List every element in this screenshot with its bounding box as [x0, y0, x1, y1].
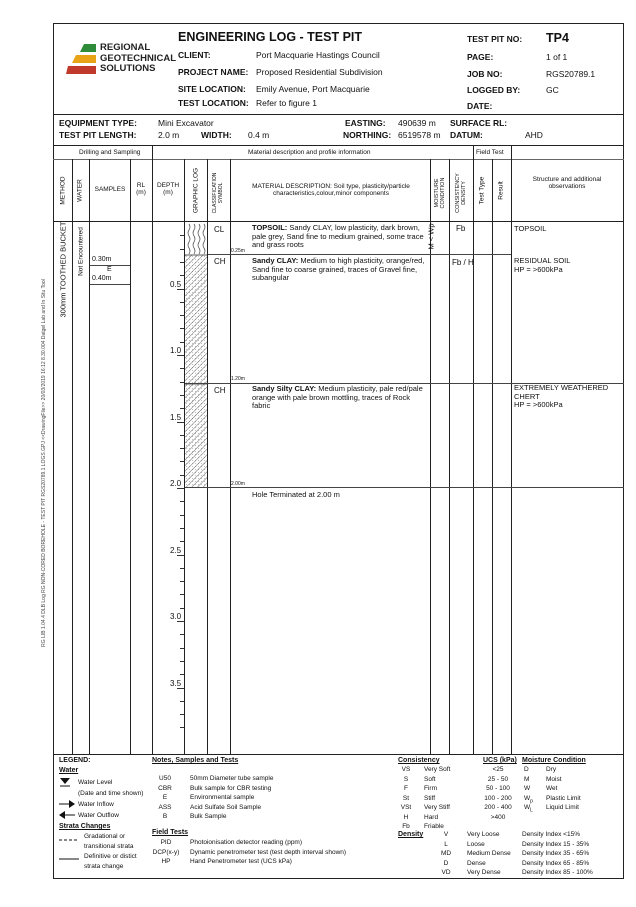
legend-code: CBR [158, 784, 172, 792]
legend-code: HP [161, 858, 171, 865]
density-code: D [443, 859, 449, 867]
datum-value: AHD [525, 130, 543, 140]
cons-desc: Friable [424, 823, 444, 830]
cons-code: F [404, 785, 408, 792]
depth-tick [180, 701, 184, 702]
depth-label: 2.5 [170, 546, 182, 555]
density-code: V [443, 831, 449, 838]
cons-desc: Firm [424, 785, 437, 792]
depth-tick [177, 621, 184, 622]
depth-tick [177, 289, 184, 290]
density-desc: Very Dense [467, 869, 501, 876]
density-desc: Loose [467, 840, 485, 848]
depth-tick [180, 674, 184, 675]
legend-code: DCP(x-y) [152, 848, 180, 856]
cons-desc: Very Stiff [424, 804, 450, 811]
depth-tick [180, 408, 184, 409]
depth-label: 3.0 [170, 612, 182, 621]
density-index: Density Index <15% [522, 831, 580, 838]
depth-label: 1.0 [170, 346, 182, 355]
cons-code: S [403, 775, 409, 783]
moisture-value: M < Wp [426, 223, 436, 250]
legend-code: U50 [159, 775, 171, 782]
mc-desc: Wet [546, 785, 558, 792]
method-header: METHOD [59, 176, 67, 205]
layer-3-symbol: CH [214, 386, 226, 395]
layer-2-structure: RESIDUAL SOIL HP = >600kPa [514, 256, 571, 274]
mc-desc: Moist [546, 775, 562, 783]
depth-tick [177, 688, 184, 689]
layer-1-structure: TOPSOIL [514, 224, 547, 233]
density-code: MD [440, 850, 452, 857]
depth-tick [177, 488, 184, 489]
depth-tick [180, 541, 184, 542]
layer-1-desc: TOPSOIL: Sandy CLAY, low plasticity, dark brown, pale grey, Sand fine to medium grained, some trace and grass roots [252, 223, 424, 250]
density-desc: Very Loose [467, 831, 500, 838]
definitive-line-icon [59, 857, 79, 861]
cons-desc: Hard [424, 813, 439, 821]
cons-ucs: <25 [492, 766, 504, 773]
depth-tick [180, 528, 184, 529]
depth-tick [180, 634, 184, 635]
depth-tick [180, 315, 184, 316]
depth-tick [180, 328, 184, 329]
depth-label: 1.5 [170, 413, 182, 422]
page-title: ENGINEERING LOG - TEST PIT [178, 30, 363, 44]
legend-code: B [162, 813, 168, 820]
width-value: 0.4 m [248, 130, 270, 140]
cons-code: VSt [400, 804, 412, 811]
mc-desc: Dry [546, 766, 557, 773]
northing-value: 6519578 m [398, 130, 441, 140]
gradational-line-icon [59, 838, 79, 842]
client-value: Port Macquarie Hastings Council [256, 50, 380, 60]
mc-code: W [524, 785, 531, 792]
mc-code: D [524, 766, 529, 773]
test-pit-number: TP4 [546, 31, 569, 45]
depth-tick [180, 435, 184, 436]
cons-desc: Soft [424, 775, 436, 783]
cons-code: H [403, 813, 409, 821]
density-index: Density Index 85 - 100% [522, 869, 593, 876]
density-index: Density Index 35 - 65% [522, 850, 590, 857]
depth-tick [180, 262, 184, 263]
density-desc: Medium Dense [467, 850, 511, 857]
legend-title: LEGEND: [59, 757, 91, 764]
test-location-value: Refer to figure 1 [256, 98, 317, 108]
layer-3-desc: Sandy Silty CLAY: Medium plasticity, pale red/pale orange with pale brown mottling, traces of Rock fabric [252, 384, 423, 411]
depth-tick [180, 235, 184, 236]
depth-tick [180, 302, 184, 303]
company-logo: REGIONAL GEOTECHNICAL SOLUTIONS [66, 42, 176, 78]
depth-tick [180, 581, 184, 582]
easting-value: 490639 m [398, 118, 436, 128]
depth-tick [180, 648, 184, 649]
layer-3-structure: EXTREMELY WEATHERED CHERT HP = >600kPa [514, 383, 609, 410]
depth-tick [180, 368, 184, 369]
density-code: L [444, 840, 448, 848]
depth-tick [180, 594, 184, 595]
legend-desc: Bulk sample for CBR testing [190, 784, 272, 792]
depth-tick [180, 568, 184, 569]
legend-desc: Dynamic penetrometer test (test depth interval shown) [190, 848, 347, 856]
cons-ucs: 50 - 100 [486, 785, 510, 792]
depth-tick [180, 727, 184, 728]
method-value: 300mm TOOTHED BUCKET [58, 221, 68, 318]
mc-code: $W_p$ [524, 794, 533, 804]
layer-1-symbol: CL [214, 225, 225, 234]
depth-tick [180, 395, 184, 396]
job-value: RGS20789.1 [546, 69, 596, 79]
legend-code: PID [160, 839, 172, 846]
depth-tick [180, 515, 184, 516]
cons-desc: Very Soft [424, 766, 451, 773]
depth-tick [180, 382, 184, 383]
depth-label: 2.0 [170, 479, 182, 488]
cons-code: St [402, 794, 410, 802]
legend-desc: Photoionisation detector reading (ppm) [190, 839, 303, 846]
depth-tick [180, 714, 184, 715]
cons-code: VS [401, 766, 411, 773]
legend-desc: Hand Penetrometer test (UCS kPa) [190, 858, 292, 865]
cons-code: Fb [402, 823, 410, 830]
depth-tick [180, 461, 184, 462]
depth-tick [180, 342, 184, 343]
equipment-value: Mini Excavator [158, 118, 214, 128]
depth-tick [180, 475, 184, 476]
water-header: WATER [76, 179, 84, 202]
legend-code: ASS [158, 803, 172, 811]
depth-tick [177, 422, 184, 423]
density-code: VD [441, 869, 451, 876]
project-value: Proposed Residential Subdivision [256, 67, 383, 77]
water-inflow-icon [59, 800, 75, 808]
depth-tick [180, 661, 184, 662]
cons-ucs: 25 - 50 [487, 775, 509, 783]
legend-code: E [162, 794, 168, 801]
water-level-icon [59, 777, 71, 787]
page-value: 1 of 1 [546, 52, 568, 62]
mc-desc: Liquid Limit [546, 804, 579, 811]
cons-desc: Stiff [424, 794, 436, 802]
water-value: Not Encountered [77, 227, 85, 276]
density-desc: Dense [467, 859, 486, 867]
depth-tick [180, 275, 184, 276]
site-value: Emily Avenue, Port Macquarie [256, 84, 370, 94]
depth-tick [180, 448, 184, 449]
depth-label: 3.5 [170, 679, 182, 688]
water-outflow-icon [59, 811, 75, 819]
depth-tick [180, 608, 184, 609]
mc-code: M [524, 775, 530, 783]
layer-2-symbol: CH [214, 257, 226, 266]
cons-ucs: 200 - 400 [484, 804, 512, 811]
legend-desc: 50mm Diameter tube sample [190, 775, 274, 782]
mc-code: $W_L$ [524, 804, 533, 814]
depth-tick [180, 249, 184, 250]
length-value: 2.0 m [158, 130, 180, 140]
density-index: Density Index 15 - 35% [522, 840, 590, 848]
depth-tick [180, 501, 184, 502]
graphic-log [185, 222, 207, 488]
cons-ucs: 100 - 200 [484, 794, 512, 802]
legend-desc: Environmental sample [190, 794, 255, 801]
legend-desc: Bulk Sample [190, 813, 227, 820]
depth-label: 0.5 [170, 280, 182, 289]
mc-desc: Plastic Limit [546, 794, 581, 802]
logged-value: GC [546, 85, 559, 95]
termination-note: Hole Terminated at 2.00 m [252, 490, 340, 499]
legend-desc: Acid Sulfate Soil Sample [190, 803, 262, 811]
depth-tick [177, 555, 184, 556]
depth-tick [177, 355, 184, 356]
cons-ucs: >400 [490, 813, 506, 821]
layer-2-desc: Sandy CLAY: Medium to high plasticity, orange/red, Sand fine to coarse grained, traces of Gravel fine, subangular [252, 256, 425, 283]
density-index: Density Index 65 - 85% [522, 859, 590, 867]
